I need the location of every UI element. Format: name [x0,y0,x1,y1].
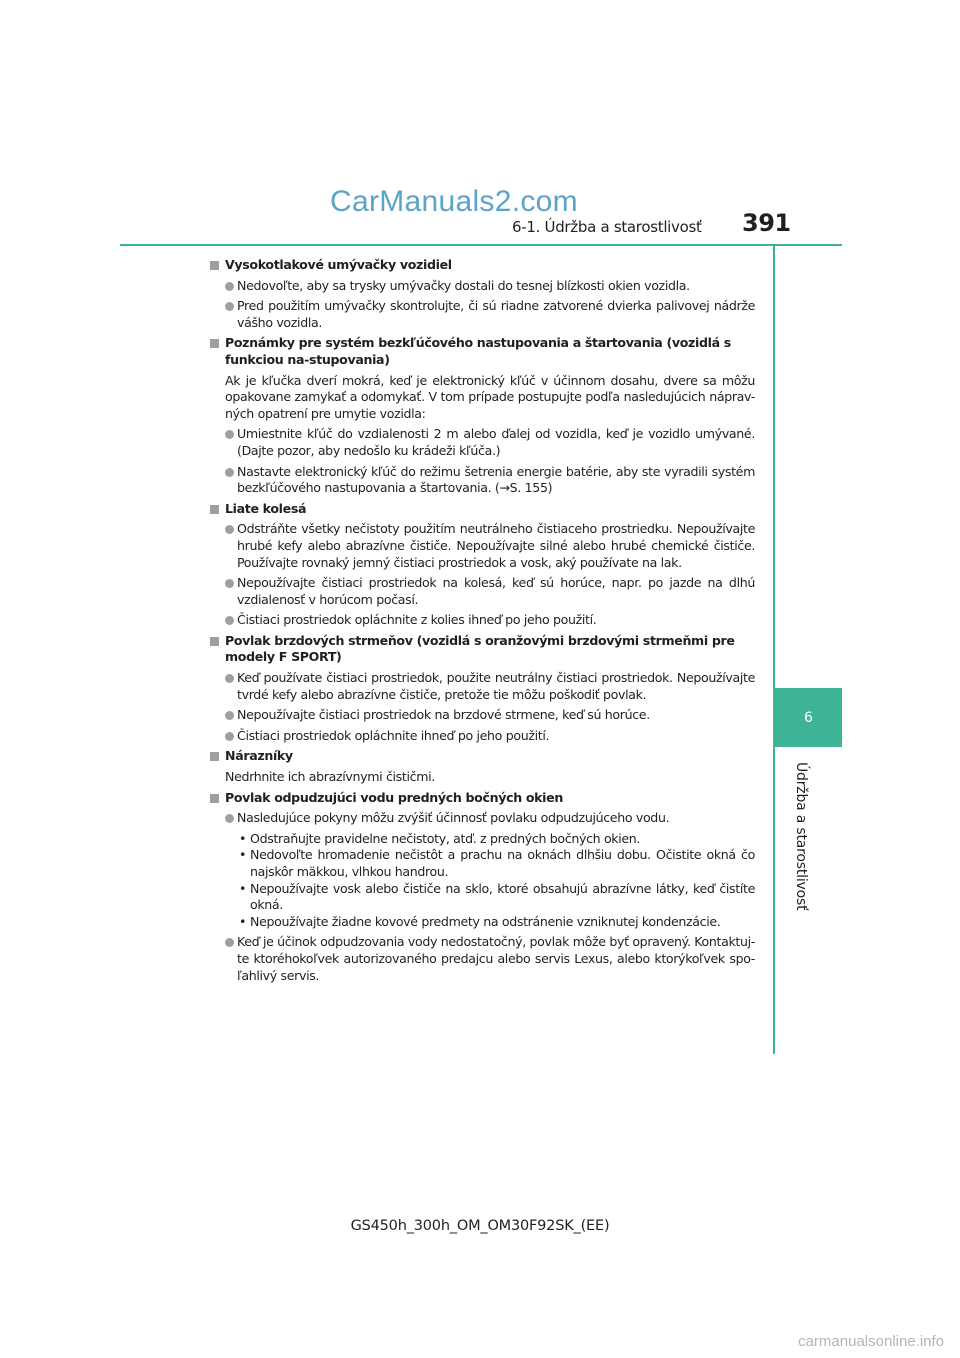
section-heading [210,501,755,518]
section-heading-text: Poznámky pre systém bezkľúčového nastupovania a štartovania (vozidlá s funkciou na-stupovania) [225,335,731,367]
header-rule [120,244,842,246]
list-item-text: Keď používate čistiaci prostriedok, použite neutrálny čistiaci prostriedok. Nepoužívajte tvrdé kefy alebo abrazívne čističe, pretože tie môžu poškodiť povlak. [237,670,755,702]
section-heading [210,335,755,368]
circle-bullet-icon [225,674,234,683]
list-item [210,934,755,984]
page-number: 391 [742,209,791,237]
section-heading-text: Povlak odpudzujúci vodu predných bočných okien [225,789,563,805]
section-heading [210,790,755,807]
list-item-text: Nepoužívajte čistiaci prostriedok na kolesá, keď sú horúce, napr. po jazde na dlhú vzdialenosť v horúcom počasí. [237,575,755,607]
circle-bullet-icon [225,938,234,947]
circle-bullet-icon [225,732,234,741]
document-code: GS450h_300h_OM_OM30F92SK_(EE) [350,1218,610,1234]
section-title: 6-1. Údržba a starostlivosť [512,218,702,236]
circle-bullet-icon [225,302,234,311]
list-item-text: Keď je účinok odpudzovania vody nedostatočný, povlak môže byť opravený. Kontaktuj-te ktoréhokoľvek autorizovaného predajcu alebo servis Lexus, alebo ktorýkoľvek spo-ľahlivý servis. [237,934,755,983]
circle-bullet-icon [225,814,234,823]
list-item [210,426,755,459]
list-item [210,707,755,724]
circle-bullet-icon [225,579,234,588]
watermark-carmanualsonline: carmanualsonline.info [798,1333,944,1350]
section-heading-text: Liate kolesá [225,500,307,516]
list-item-text: Nedovoľte, aby sa trysky umývačky dostali do tesnej blízkosti okien vozidla. [237,277,690,293]
list-item-text: Pred použitím umývačky skontrolujte, či sú riadne zatvorené dvierka palivovej nádrže vášho vozidla. [237,298,755,330]
section-heading [210,633,755,666]
square-bullet-icon [210,637,219,646]
circle-bullet-icon [225,468,234,477]
chapter-side-title: Údržba a starostlivosť [793,762,809,911]
list-item [210,575,755,608]
list-item [210,670,755,703]
section-heading-text: Povlak brzdových strmeňov (vozidlá s oranžovými brzdovými strmeňmi pre modely F SPORT) [225,632,735,665]
list-item-text: Nasledujúce pokyny môžu zvýšiť účinnosť povlaku odpudzujúceho vodu. [237,810,670,826]
circle-bullet-icon [225,282,234,291]
side-rule [773,244,775,1054]
list-item-text: Nepoužívajte čistiaci prostriedok na brzdové strmene, keď sú horúce. [237,707,650,723]
list-item [210,612,755,629]
list-item-text: Umiestnite kľúč do vzdialenosti 2 m alebo ďalej od vozidla, keď je vozidlo umývané. (Dajte pozor, aby nedošlo ku krádeži kľúča.) [237,426,755,458]
circle-bullet-icon [225,616,234,625]
list-item-text: Nastavte elektronický kľúč do režimu šetrenia energie batérie, aby ste vyradili systém bezkľúčového nastupovania a štartovania. (→S. 155) [237,463,755,496]
list-item [210,464,755,497]
list-item [210,298,755,331]
square-bullet-icon [210,261,219,270]
list-item [210,810,755,827]
list-item-text: Čistiaci prostriedok opláchnite z kolies ihneď po jeho použití. [237,612,597,628]
section-paragraph: Ak je kľučka dverí mokrá, keď je elektronický kľúč v účinnom dosahu, dvere sa môžu opakovane zamykať a odomykať. V tom prípade postupujte podľa nasledujúcich náprav-ných opatrení pre umytie vozidla: [225,372,755,421]
small-dot-icon: • [239,847,247,863]
circle-bullet-icon [225,430,234,439]
section-paragraph: Nedrhnite ich abrazívnymi čističmi. [225,769,435,785]
small-dot-icon: • [239,880,247,896]
sub-list-item [210,847,755,880]
section-heading [210,257,755,274]
sub-list-item [210,881,755,914]
small-dot-icon: • [239,913,247,929]
circle-bullet-icon [225,525,234,534]
square-bullet-icon [210,505,219,514]
chapter-number: 6 [804,709,813,726]
circle-bullet-icon [225,711,234,720]
section-heading-text: Vysokotlakové umývačky vozidiel [225,257,452,272]
sub-list-item-text: Nedovoľte hromadenie nečistôt a prachu na oknách dlhšiu dobu. Očistite okná čo najskôr mäkkou, vlhkou handrou. [250,847,755,879]
sub-list-item-text: Nepoužívajte žiadne kovové predmety na odstránenie vzniknutej kondenzácie. [250,913,721,929]
sub-list-item [210,914,755,931]
page-content [210,254,755,988]
list-item [210,521,755,571]
list-item [210,278,755,295]
list-item-text: Čistiaci prostriedok opláchnite ihneď po jeho použití. [237,727,550,743]
list-item [210,728,755,745]
sub-list-item-text: Odstraňujte pravidelne nečistoty, atď. z predných bočných okien. [250,830,641,846]
small-dot-icon: • [239,830,247,846]
section-heading-text: Nárazníky [225,748,293,764]
square-bullet-icon [210,752,219,761]
sub-list-item [210,831,755,848]
list-item-text: Odstráňte všetky nečistoty použitím neutrálneho čistiaceho prostriedku. Nepoužívajte hrubé kefy alebo abrazívne čističe. Nepoužívajte silné alebo hrubé chemické čističe. Používajte rovnaký jemný čistiaci prostriedok a vosk, aký používate na lak. [237,521,755,570]
sub-list-item-text: Nepoužívajte vosk alebo čističe na sklo, ktoré obsahujú abrazívne látky, keď čistíte okná. [250,880,755,913]
square-bullet-icon [210,339,219,348]
watermark-carmanuals2: CarManuals2.com [330,185,578,218]
square-bullet-icon [210,794,219,803]
section-heading [210,748,755,765]
chapter-tab [775,688,842,747]
